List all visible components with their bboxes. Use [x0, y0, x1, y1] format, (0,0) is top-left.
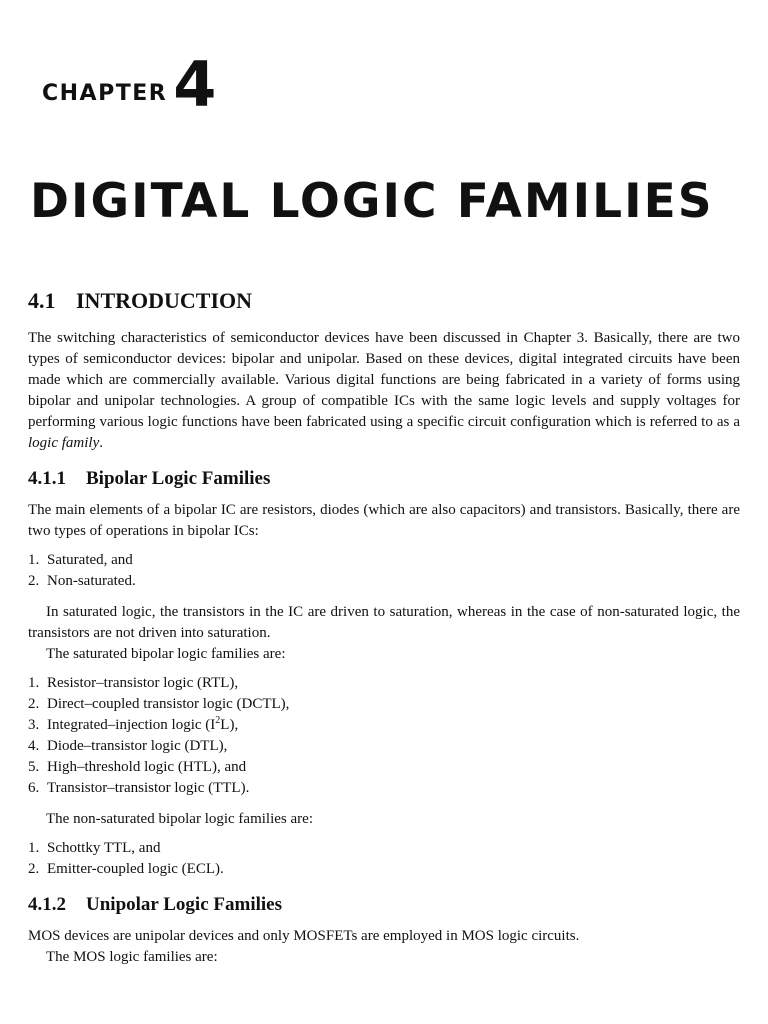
- list-item-text: Emitter-coupled logic (ECL).: [47, 861, 224, 877]
- unipolar-paragraph: MOS devices are unipolar devices and only MOSFETs are employed in MOS logic circuits.: [28, 928, 580, 944]
- list-item: [28, 757, 740, 778]
- list-item-text: Direct–coupled transistor logic (DCTL),: [47, 696, 290, 712]
- mos-families-intro: The MOS logic families are:: [46, 949, 218, 965]
- list-item: [28, 859, 740, 880]
- bipolar-intro-paragraph: The main elements of a bipolar IC are resistors, diodes (which are also capacitors) and transistors. Basically, there are two types of operations in bipolar ICs:: [28, 502, 740, 539]
- list-marker: 2.: [28, 861, 40, 877]
- operation-types-list: [28, 550, 740, 592]
- list-item: [28, 736, 740, 757]
- list-item: [28, 838, 740, 859]
- subsection-title: Unipolar Logic Families: [86, 894, 282, 915]
- list-marker: 5.: [28, 759, 40, 775]
- section-number: 4.1: [28, 288, 56, 313]
- list-marker: 2.: [28, 573, 40, 589]
- list-marker: 6.: [28, 780, 40, 796]
- non-saturated-families-intro: The non-saturated bipolar logic families are:: [46, 811, 313, 827]
- subsection-title: Bipolar Logic Families: [86, 468, 271, 489]
- section-heading-4-1-1: [28, 466, 740, 492]
- subsection-number: 4.1.1: [28, 468, 66, 489]
- chapter-content: [28, 286, 740, 976]
- introduction-paragraph: [28, 328, 740, 454]
- list-item: [28, 673, 740, 694]
- section-title: INTRODUCTION: [76, 288, 253, 313]
- chapter-label: CHAPTER: [42, 81, 168, 106]
- list-marker: 2.: [28, 696, 40, 712]
- list-marker: 1.: [28, 840, 40, 856]
- superscript: 2: [215, 715, 221, 726]
- list-item-text: [47, 715, 238, 736]
- list-item-text: High–threshold logic (HTL), and: [47, 759, 247, 775]
- paragraph-text: .: [99, 435, 103, 451]
- list-item-text: Transistor–transistor logic (TTL).: [47, 780, 250, 796]
- non-saturated-families-list: [28, 838, 740, 880]
- logic-family-term: logic family: [28, 435, 100, 451]
- subsection-number: 4.1.2: [28, 894, 66, 915]
- list-item-text: Schottky TTL, and: [47, 840, 161, 856]
- section-heading-4-1-2: [28, 892, 740, 918]
- list-item: [28, 778, 740, 799]
- chapter-number: 4: [173, 48, 217, 121]
- list-item-text-part: Integrated–injection logic (I: [47, 717, 216, 733]
- saturated-logic-paragraph: In saturated logic, the transistors in the IC are driven to saturation, whereas in the case of non-saturated logic, the transistors are not driven into saturation.: [28, 604, 740, 641]
- list-item-text: Saturated, and: [47, 552, 133, 568]
- list-item-text: Diode–transistor logic (DTL),: [47, 738, 228, 754]
- list-item: [28, 694, 740, 715]
- list-marker: 1.: [28, 552, 40, 568]
- list-item-text-part: L),: [220, 717, 239, 733]
- saturated-families-intro: The saturated bipolar logic families are:: [46, 646, 286, 662]
- list-marker: 4.: [28, 738, 40, 754]
- list-item-text: Resistor–transistor logic (RTL),: [47, 675, 239, 691]
- chapter-title: DIGITAL LOGIC FAMILIES: [30, 174, 714, 229]
- list-item-text: Non-saturated.: [47, 573, 136, 589]
- list-marker: 1.: [28, 675, 40, 691]
- saturated-families-list: [28, 673, 740, 799]
- list-item: [28, 550, 740, 571]
- chapter-heading: [42, 48, 217, 121]
- section-heading-4-1: [28, 286, 740, 316]
- list-item: [28, 715, 740, 736]
- list-item: [28, 571, 740, 592]
- list-marker: 3.: [28, 717, 40, 733]
- paragraph-text: The switching characteristics of semiconductor devices have been discussed in Chapter 3. Basically, there are two types of semiconductor devices: bipolar and unipolar. Based on these devices, digital integrated circuits have been made which are commercially available. Various digital functions are being fabricated in a variety of forms using bipolar and unipolar technologies. A group of compatible ICs with the same logic levels and supply voltages for performing various logic functions have been fabricated using a specific circuit configuration which is referred to as a: [28, 330, 740, 430]
